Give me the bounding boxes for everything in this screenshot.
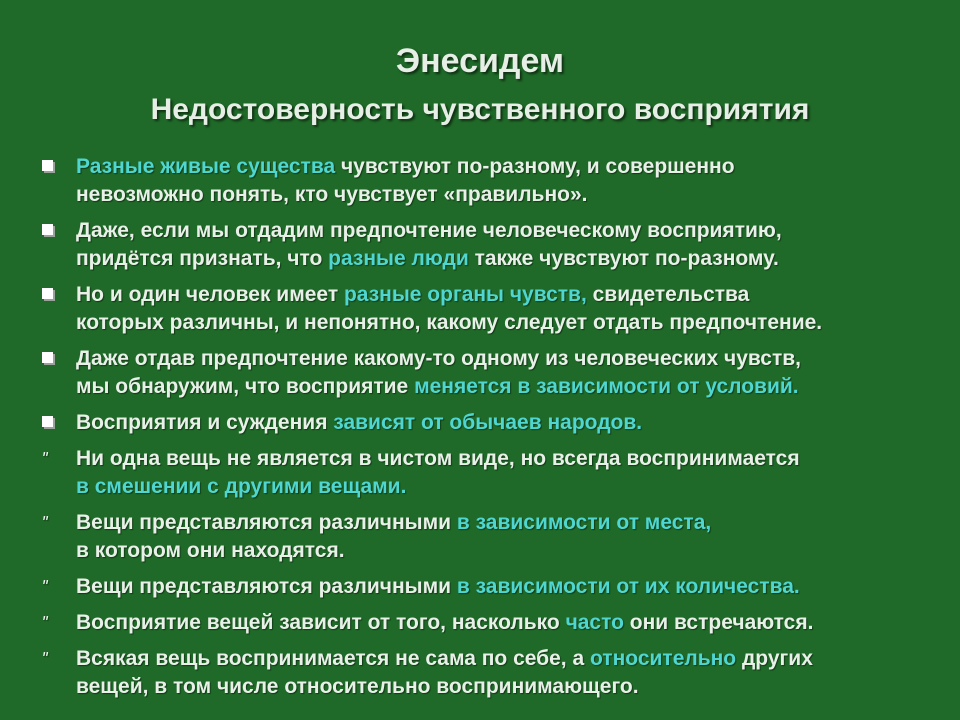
bullet-text: свидетельства bbox=[586, 283, 750, 306]
bullet-item bbox=[40, 217, 940, 273]
highlighted-text: меняется в зависимости от условий. bbox=[414, 375, 799, 398]
bullet-item bbox=[40, 409, 940, 437]
bullet-text: других bbox=[736, 647, 813, 670]
slide-subtitle: Недостоверность чувственного восприятия bbox=[150, 93, 810, 126]
bullet-text: Ни одна вещь не является в чистом виде, но всегда воспринимается bbox=[76, 447, 800, 470]
highlighted-text: Разные живые существа bbox=[76, 155, 336, 178]
check-bullet-icon: ʺ bbox=[42, 450, 50, 469]
highlighted-text: зависят от обычаев народов. bbox=[333, 411, 643, 434]
highlighted-text: в зависимости от их количества. bbox=[456, 575, 800, 598]
bullet-text: Вещи представляются различными bbox=[76, 575, 457, 598]
highlighted-text: в зависимости от места, bbox=[456, 511, 712, 534]
bullet-text: Даже отдав предпочтение какому-то одному из человеческих чувств, bbox=[76, 347, 801, 370]
slide-title: Энесидем bbox=[395, 42, 565, 80]
highlighted-text: относительно bbox=[590, 647, 737, 670]
highlighted-text: часто bbox=[565, 611, 624, 634]
bullet-item bbox=[40, 509, 940, 565]
bullet-text: придётся признать, что bbox=[76, 247, 329, 270]
bullet-text: невозможно понять, кто чувствует «правильно». bbox=[76, 183, 588, 206]
bullet-text: Восприятие вещей зависит от того, насколько bbox=[76, 611, 566, 634]
bullet-item bbox=[40, 573, 940, 601]
highlighted-text: разные люди bbox=[328, 247, 469, 270]
check-bullet-icon: ʺ bbox=[42, 514, 50, 533]
check-bullet-icon: ʺ bbox=[42, 614, 50, 633]
bullet-list bbox=[40, 153, 940, 709]
bullet-text: в котором они находятся. bbox=[76, 539, 345, 562]
bullet-item bbox=[40, 609, 940, 637]
bullet-text: также чувствуют по-разному. bbox=[468, 247, 779, 270]
bullet-item bbox=[40, 281, 940, 337]
bullet-text: Восприятия и суждения bbox=[76, 411, 334, 434]
check-bullet-icon: ʺ bbox=[42, 650, 50, 669]
bullet-item bbox=[40, 645, 940, 701]
bullet-text: Вещи представляются различными bbox=[76, 511, 457, 534]
bullet-item bbox=[40, 445, 940, 501]
bullet-text: мы обнаружим, что восприятие bbox=[76, 375, 415, 398]
check-bullet-icon: ʺ bbox=[42, 578, 50, 597]
bullet-text: Но и один человек имеет bbox=[76, 283, 344, 306]
bullet-text: Даже, если мы отдадим предпочтение человеческому восприятию, bbox=[76, 219, 782, 242]
bullet-text: вещей, в том числе относительно воспринимающего. bbox=[76, 675, 639, 698]
bullet-item bbox=[40, 153, 940, 209]
bullet-text: они встречаются. bbox=[623, 611, 814, 634]
bullet-text: Всякая вещь воспринимается не сама по себе, а bbox=[76, 647, 590, 670]
bullet-item bbox=[40, 345, 940, 401]
bullet-text: чувствуют по-разному, и совершенно bbox=[335, 155, 735, 178]
bullet-text: которых различны, и непонятно, какому следует отдать предпочтение. bbox=[76, 311, 823, 334]
highlighted-text: в смешении с другими вещами. bbox=[76, 475, 407, 498]
highlighted-text: разные органы чувств, bbox=[343, 283, 587, 306]
